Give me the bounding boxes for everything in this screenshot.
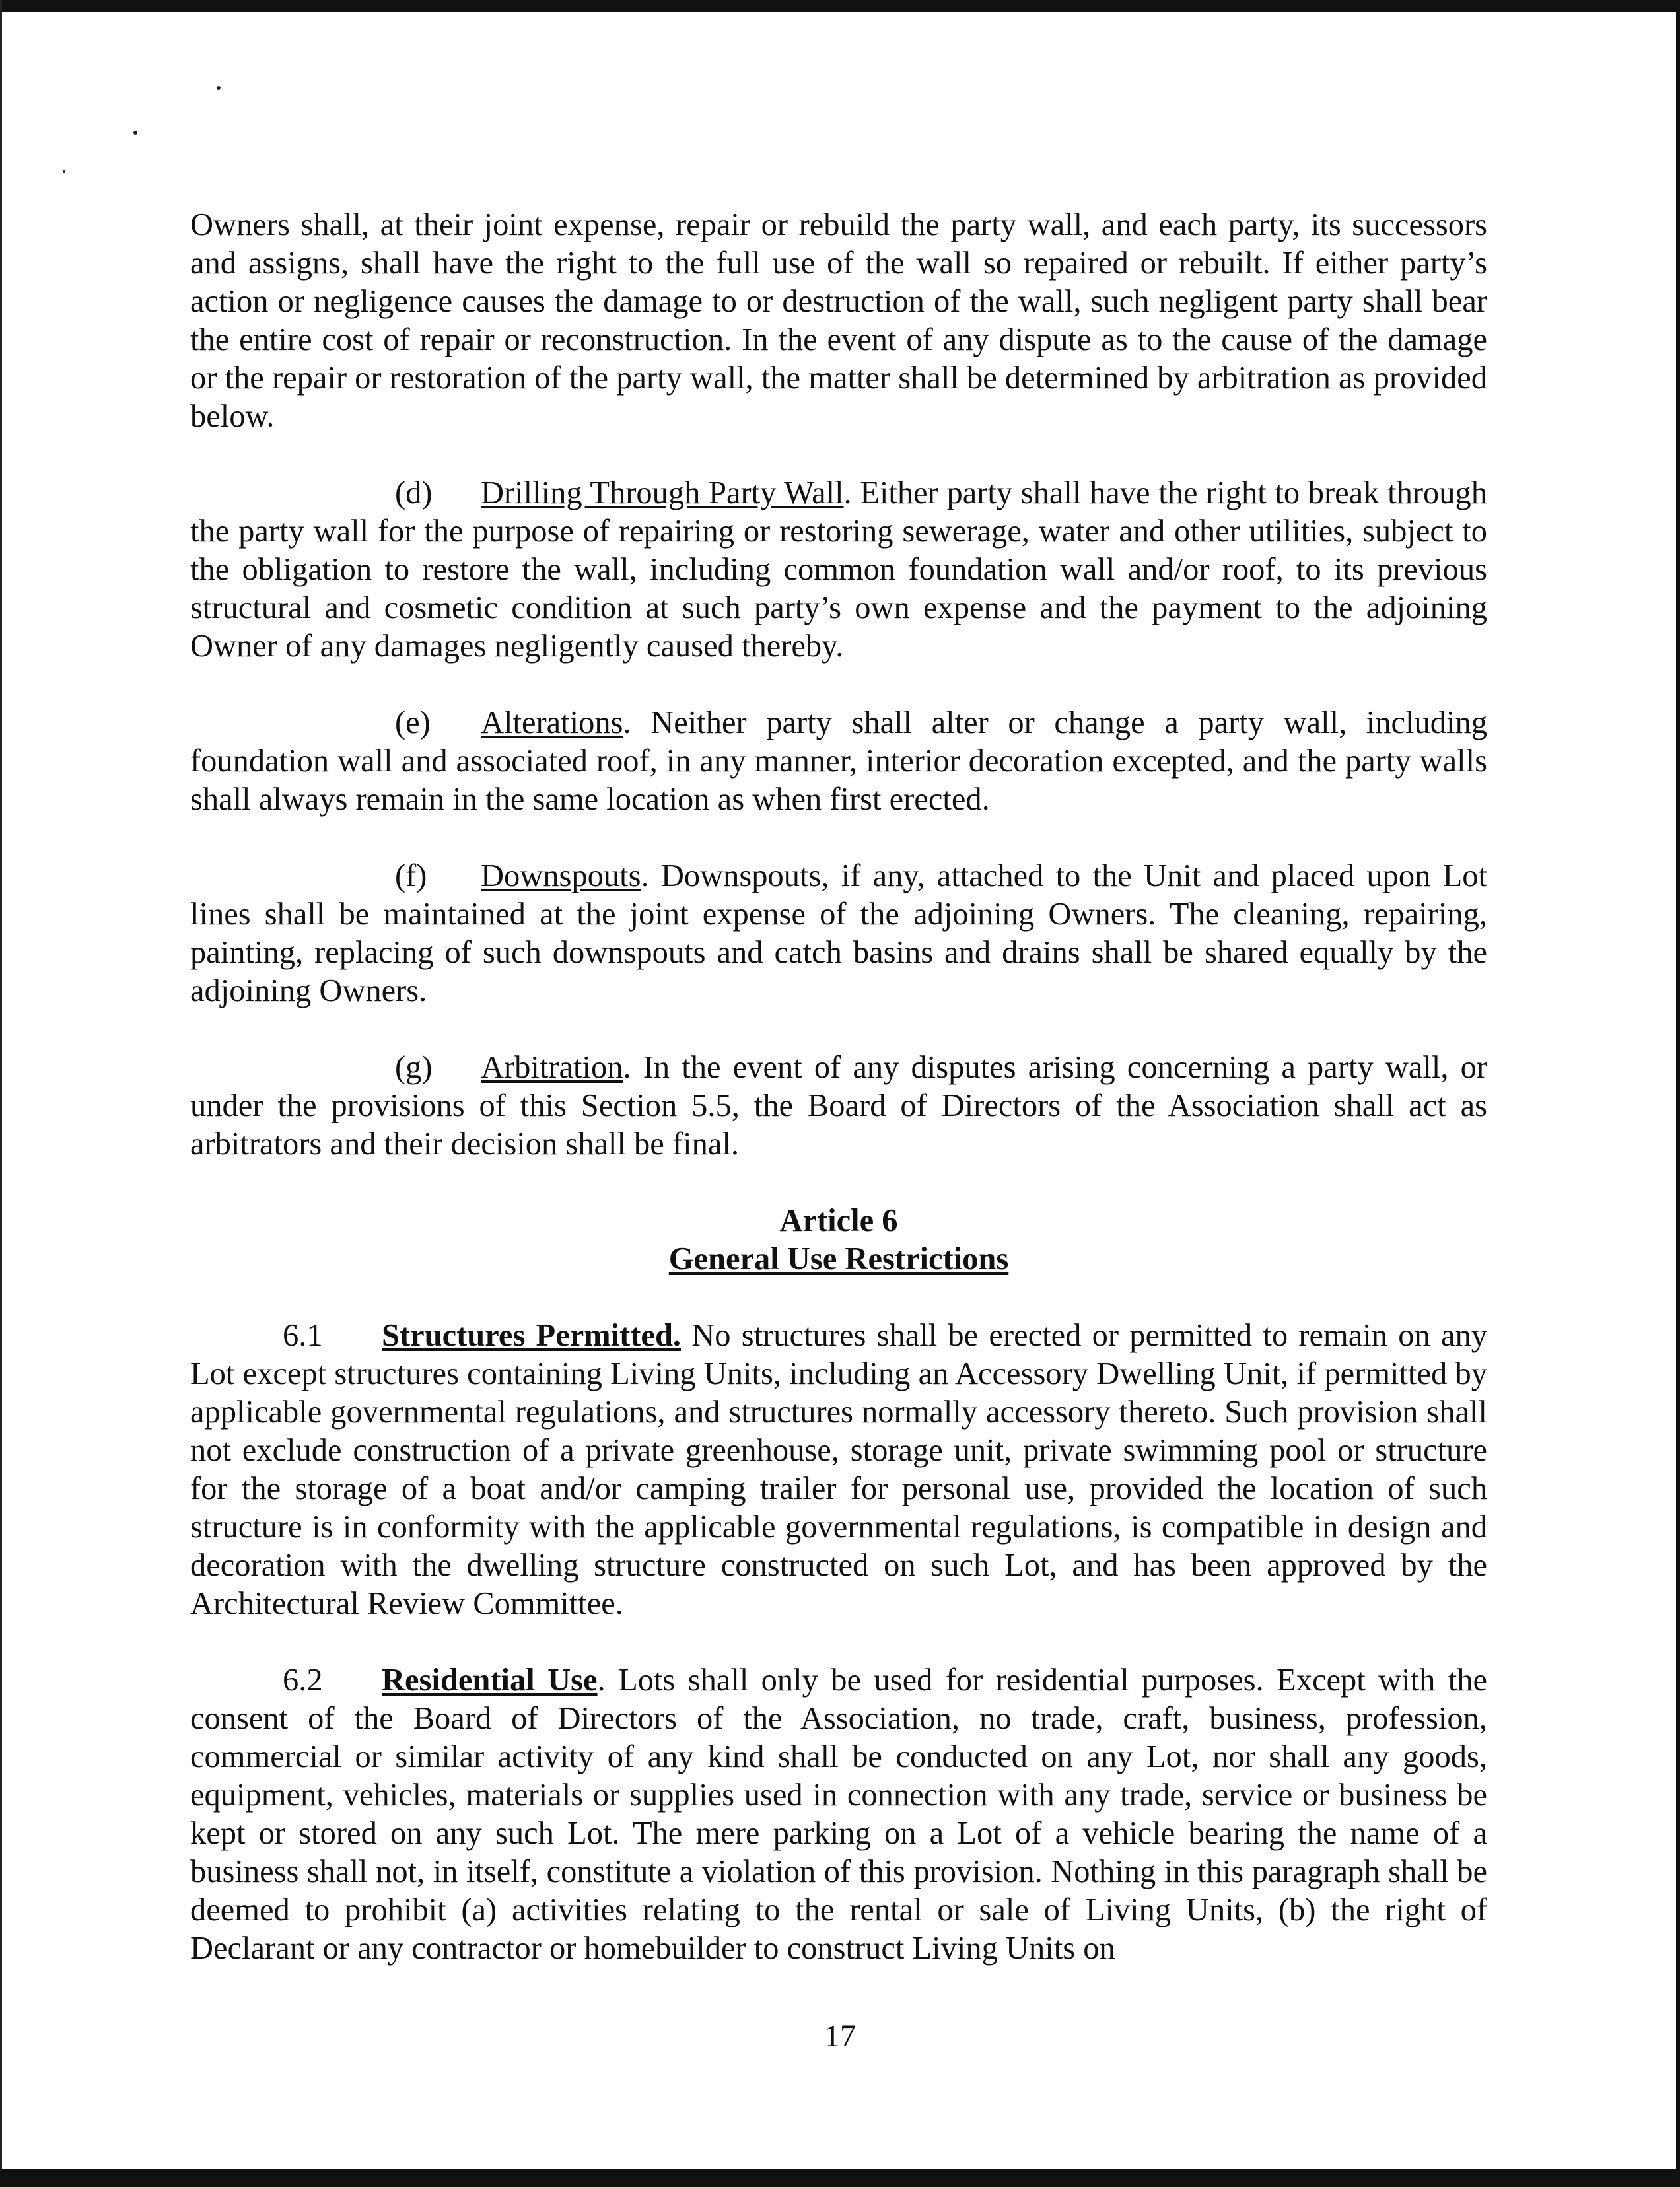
subsection-heading: Alterations xyxy=(481,705,623,740)
scan-speck xyxy=(217,86,221,90)
subsection-text: . Either party shall have the right to break through the party wall for the purpose of repairing or restoring sewerage, water and other utilities, subject to the obligation to restore the wall, including common foundation wall and/or roof, to its previous structural and cosmetic condition at such party’s own expense and the payment to the adjoining Owner of any damages negligently caused thereby. xyxy=(190,475,1487,664)
subsection-text: . Downspouts, if any, attached to the Unit and placed upon Lot lines shall be maintained at the joint expense of the adjoining Owners. The cleaning, repairing, painting, replacing of such downspouts and catch basins and drains shall be shared equally by the adjoining Owners. xyxy=(190,858,1487,1008)
subsection-label: (f) xyxy=(395,858,427,893)
scan-border-top xyxy=(0,0,1680,12)
subsection-g xyxy=(190,1049,1487,1163)
subsection-heading: Drilling Through Party Wall xyxy=(481,475,844,510)
subsection-heading: Downspouts xyxy=(481,858,641,893)
section-number: 6.1 xyxy=(283,1318,323,1353)
scan-border-bottom xyxy=(0,2169,1680,2187)
article-title: General Use Restrictions xyxy=(668,1241,1009,1276)
section-heading: Residential Use xyxy=(382,1663,598,1698)
subsection-text: . Neither party shall alter or change a party wall, including foundation wall and associated roof, in any manner, interior decoration excepted, and the party walls shall always remain in the same location as when first erected. xyxy=(190,705,1487,817)
subsection-e xyxy=(190,704,1487,819)
section-text: No structures shall be erected or permitted to remain on any Lot except structures containing Living Units, including an Accessory Dwelling Unit, if permitted by applicable governmental regulations, and structures normally accessory thereto. Such provision shall not exclude construction of a private greenhouse, storage unit, private swimming pool or structure for the storage of a boat and/or camping trailer for personal use, provided the location of such structure is in conformity with the applicable governmental regulations, is compatible in design and decoration with the dwelling structure constructed on such Lot, and has been approved by the Architectural Review Committee. xyxy=(190,1318,1487,1621)
subsection-heading: Arbitration xyxy=(481,1050,623,1085)
section-text: . Lots shall only be used for residential purposes. Except with the consent of the Board of Directors of the Association, no trade, craft, business, profession, commercial or similar activity of any kind shall be conducted on any Lot, nor shall any goods, equipment, vehicles, materials or supplies used in connection with any trade, service or business be kept or stored on any such Lot. The mere parking on a Lot of a vehicle bearing the name of a business shall not, in itself, constitute a violation of this provision. Nothing in this paragraph shall be deemed to prohibit (a) activities relating to the rental or sale of Living Units, (b) the right of Declarant or any contractor or homebuilder to construct Living Units on xyxy=(190,1663,1487,1966)
section-6-1 xyxy=(190,1317,1487,1623)
page-number: 17 xyxy=(824,2019,856,2054)
subsection-label: (e) xyxy=(395,705,431,740)
scan-border-left xyxy=(0,0,2,2187)
subsection-label: (g) xyxy=(395,1050,433,1085)
continuation-paragraph: Owners shall, at their joint expense, repair or rebuild the party wall, and each party, its successors and assigns, shall have the right to the full use of the wall so repaired or rebuilt. If either party’s action or negligence causes the damage to or destruction of the wall, such negligent party shall bear the entire cost of repair or reconstruction. In the event of any dispute as to the cause of the damage or the repair or restoration of the party wall, the matter shall be determined by arbitration as provided below. xyxy=(190,207,1487,434)
scan-speck xyxy=(133,131,137,135)
subsection-text: . In the event of any disputes arising concerning a party wall, or under the provisions of this Section 5.5, the Board of Directors of the Association shall act as arbitrators and their decision shall be final. xyxy=(190,1050,1487,1162)
scan-border-right xyxy=(1676,0,1680,2187)
document-page xyxy=(190,206,1487,1968)
section-6-2 xyxy=(190,1661,1487,1968)
section-number: 6.2 xyxy=(283,1663,323,1698)
subsection-f xyxy=(190,857,1487,1010)
section-heading: Structures Permitted. xyxy=(382,1318,682,1353)
article-number: Article 6 xyxy=(779,1203,898,1238)
article-heading xyxy=(190,1202,1487,1278)
subsection-d xyxy=(190,474,1487,666)
scan-speck xyxy=(63,170,65,173)
subsection-label: (d) xyxy=(395,475,433,510)
